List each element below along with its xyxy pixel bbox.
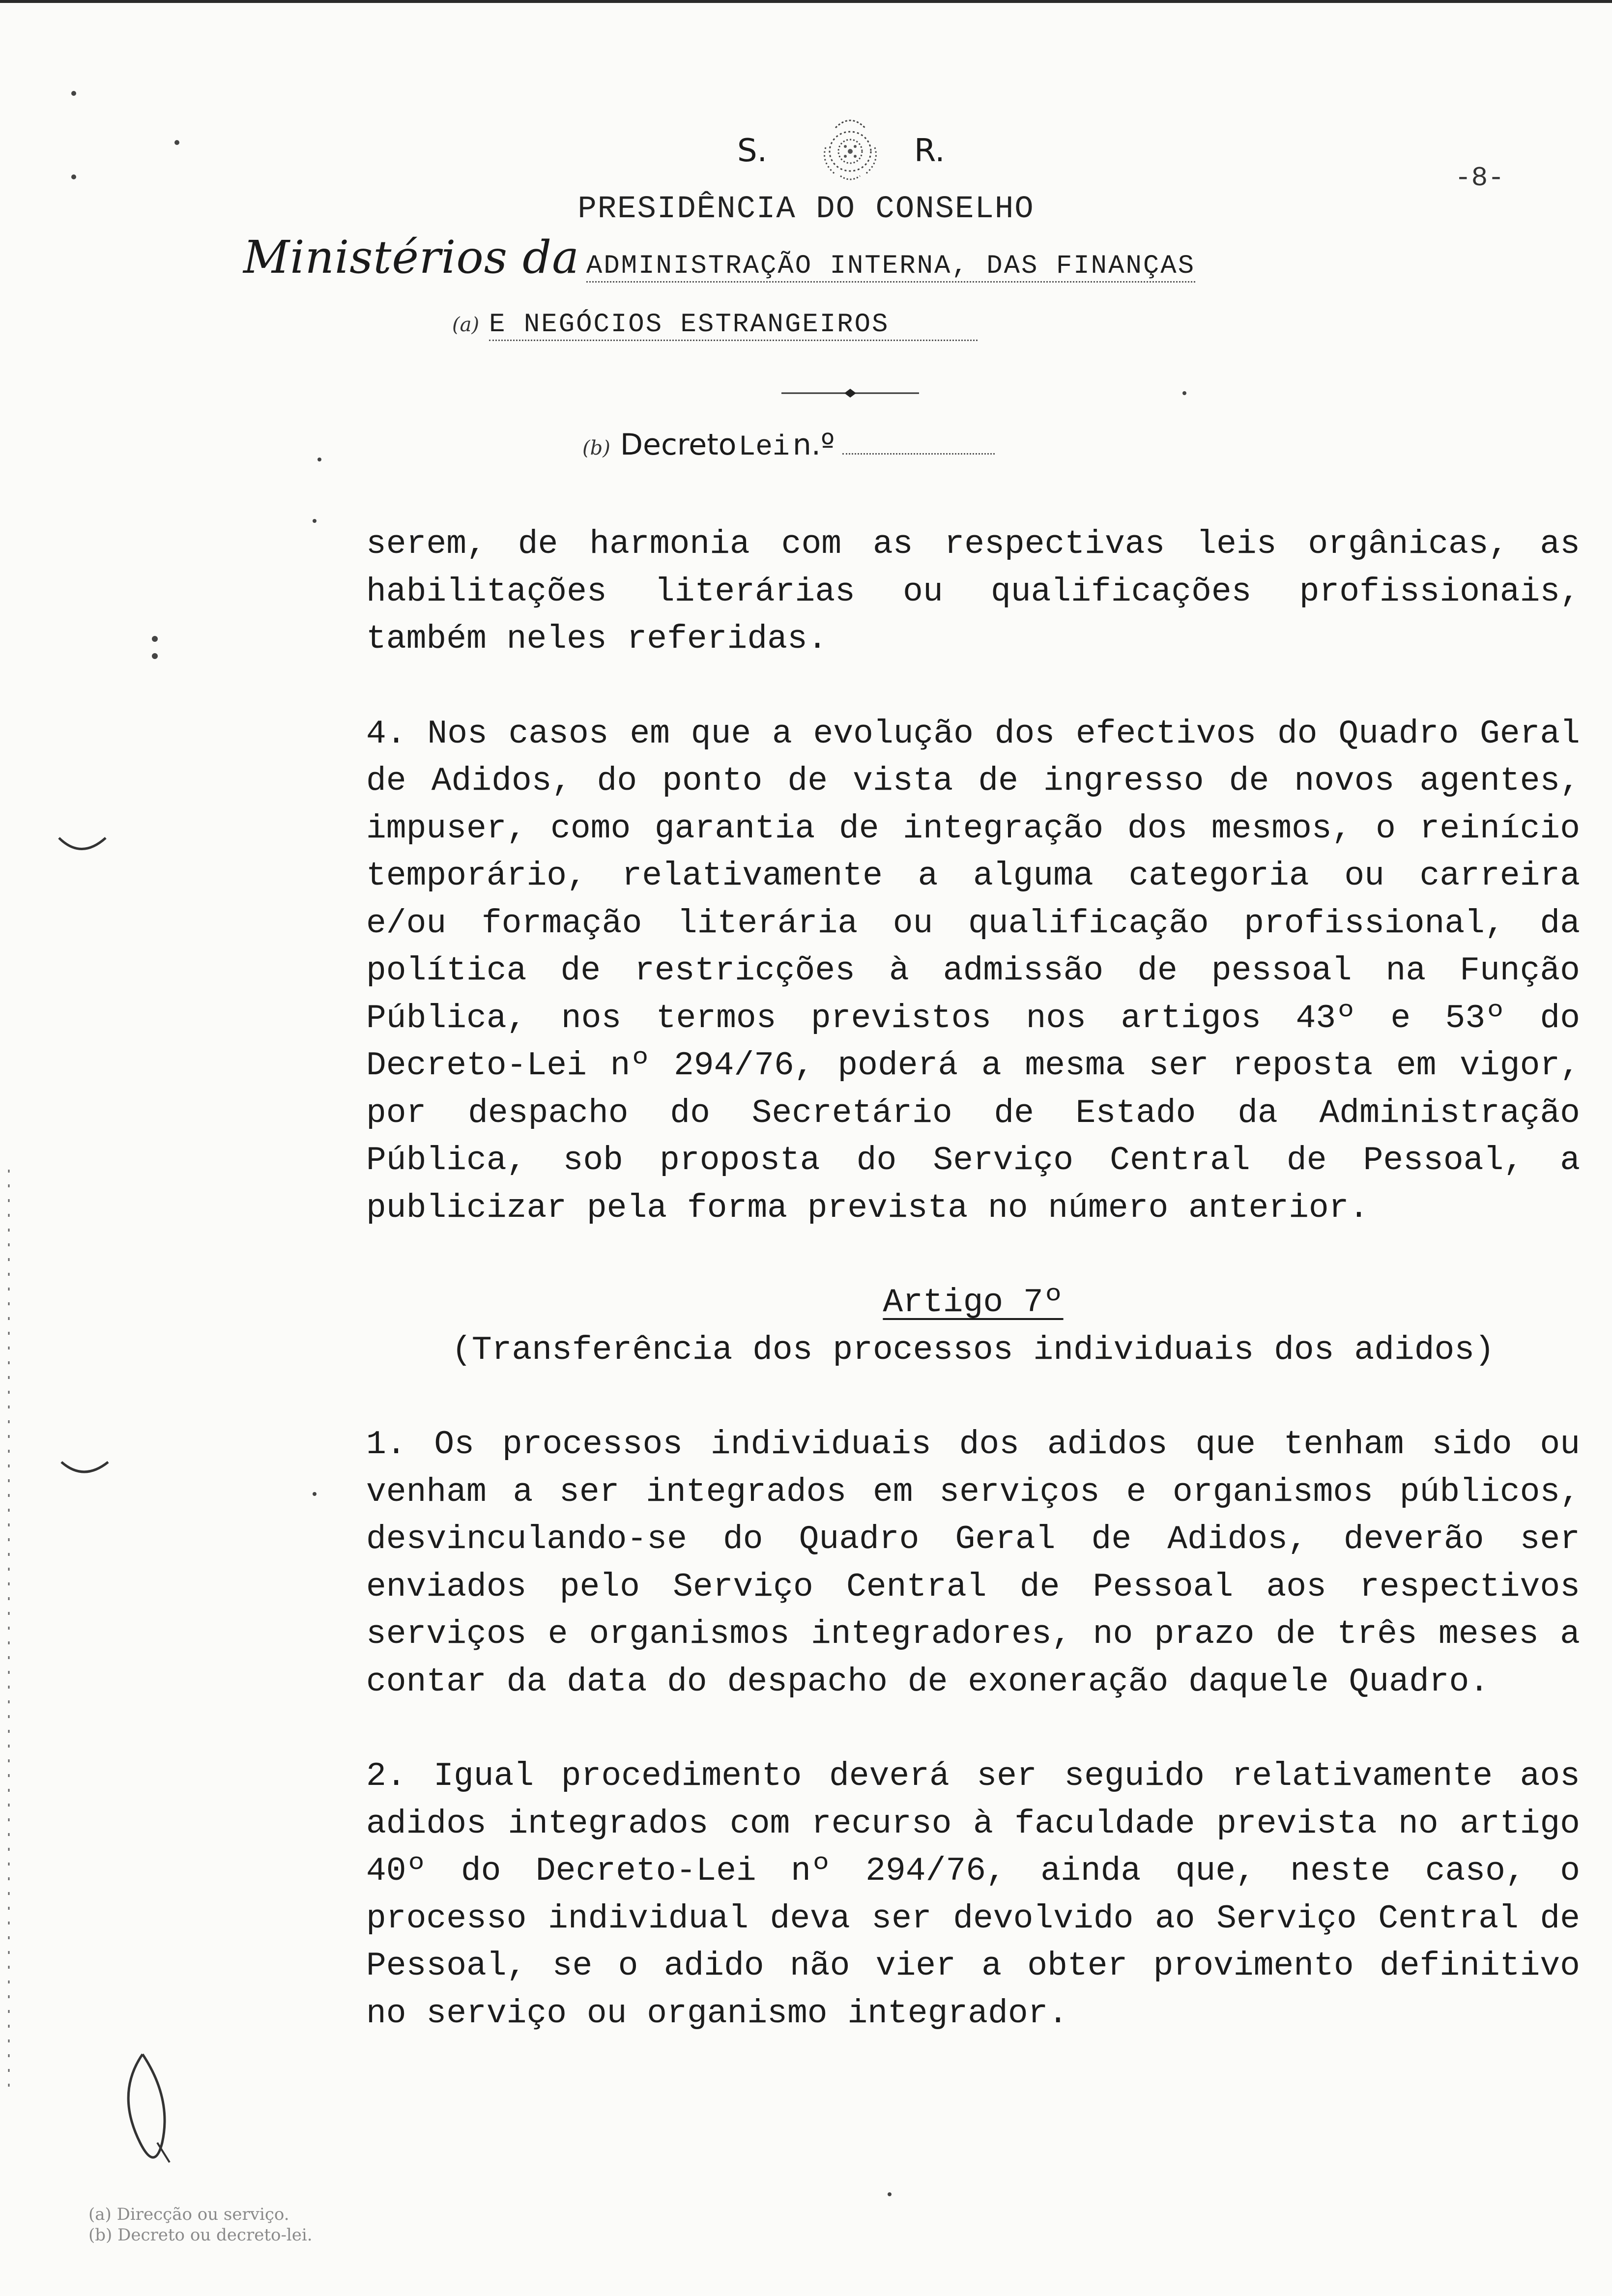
decree-number-blank: [842, 453, 995, 455]
article-7-paragraph-1: 1. Os processos individuais dos adidos que tenham sido ou venham a ser integrados em serviços e organismos públicos, desvinculando-se do Quadro Geral de Adidos, deverão ser enviados pelo Serviço Central de Pessoal aos respectivos serviços e organismos integradores, no prazo de três meses a contar da data do despacho de exoneração daquele Quadro.: [366, 1426, 1580, 1701]
coat-of-arms-icon: [811, 113, 890, 187]
footnote-b: (b) Decreto ou decreto-lei.: [88, 2225, 313, 2245]
s-letter: S.: [737, 133, 767, 169]
top-edge-line: [0, 0, 1612, 3]
footnote-a: (a) Direcção ou serviço.: [88, 2205, 289, 2224]
paragraph-4: 4. Nos casos em que a evolução dos efectivos do Quadro Geral de Adidos, do ponto de vista de ingresso de novos agentes, impuser, como garantia de integração dos mesmos, o reinício temporário, relativamente a alguma categoria ou carreira e/ou formação literária ou qualificação profissional, da política de restricções à admissão de pessoal na Função Pública, nos termos previstos nos artigos 43º e 53º do Decreto-Lei nº 294/76, poderá a mesma ser reposta em vigor, por despacho do Secretário de Estado da Administração Pública, sob proposta do Serviço Central de Pessoal, a publicizar pela forma prevista no número anterior.: [366, 715, 1580, 1227]
ministry-label: Ministérios da: [243, 231, 579, 284]
article-7-paragraph-2: 2. Igual procedimento deverá ser seguido relativamente aos adidos integrados com recurso à faculdade prevista no artigo 40º do Decreto-Lei nº 294/76, ainda que, neste caso, o processo individual deva ser devolvido ao Serviço Central de Pessoal, se o adido não vier a obter provimento definitivo no serviço ou organismo integrador.: [366, 1757, 1580, 2033]
ornament-divider: [781, 386, 919, 401]
article-subtitle: (Transferência dos processos individuais dos adidos): [452, 1331, 1495, 1369]
article-title: Artigo 7º: [883, 1284, 1064, 1321]
article-heading: [366, 1279, 1580, 1327]
sr-crest-line: [737, 113, 973, 177]
page-number: -8-: [1455, 162, 1504, 194]
presidency-title: PRESIDÊNCIA DO CONSELHO: [577, 192, 1035, 227]
marker-b: (b): [582, 437, 610, 459]
footnotes: [88, 2204, 313, 2245]
r-letter: R.: [914, 133, 945, 169]
decreto-label: Decreto: [620, 428, 737, 462]
ministry-line-2: [452, 310, 978, 341]
numero-label: n.º: [792, 428, 835, 462]
marker-a: (a): [452, 314, 480, 336]
decree-line: [582, 428, 995, 463]
document-body: [366, 521, 1580, 2038]
paragraph-continuation: serem, de harmonia com as respectivas leis orgânicas, as habilitações literárias ou qualificações profissionais, também neles referidas.: [366, 525, 1580, 658]
ministry-fill-2: E NEGÓCIOS ESTRANGEIROS: [489, 310, 978, 341]
ministry-fill: ADMINISTRAÇÃO INTERNA, DAS FINANÇAS: [586, 251, 1195, 283]
decreto-fill: Lei: [738, 431, 790, 463]
ministry-line: [243, 231, 1195, 284]
